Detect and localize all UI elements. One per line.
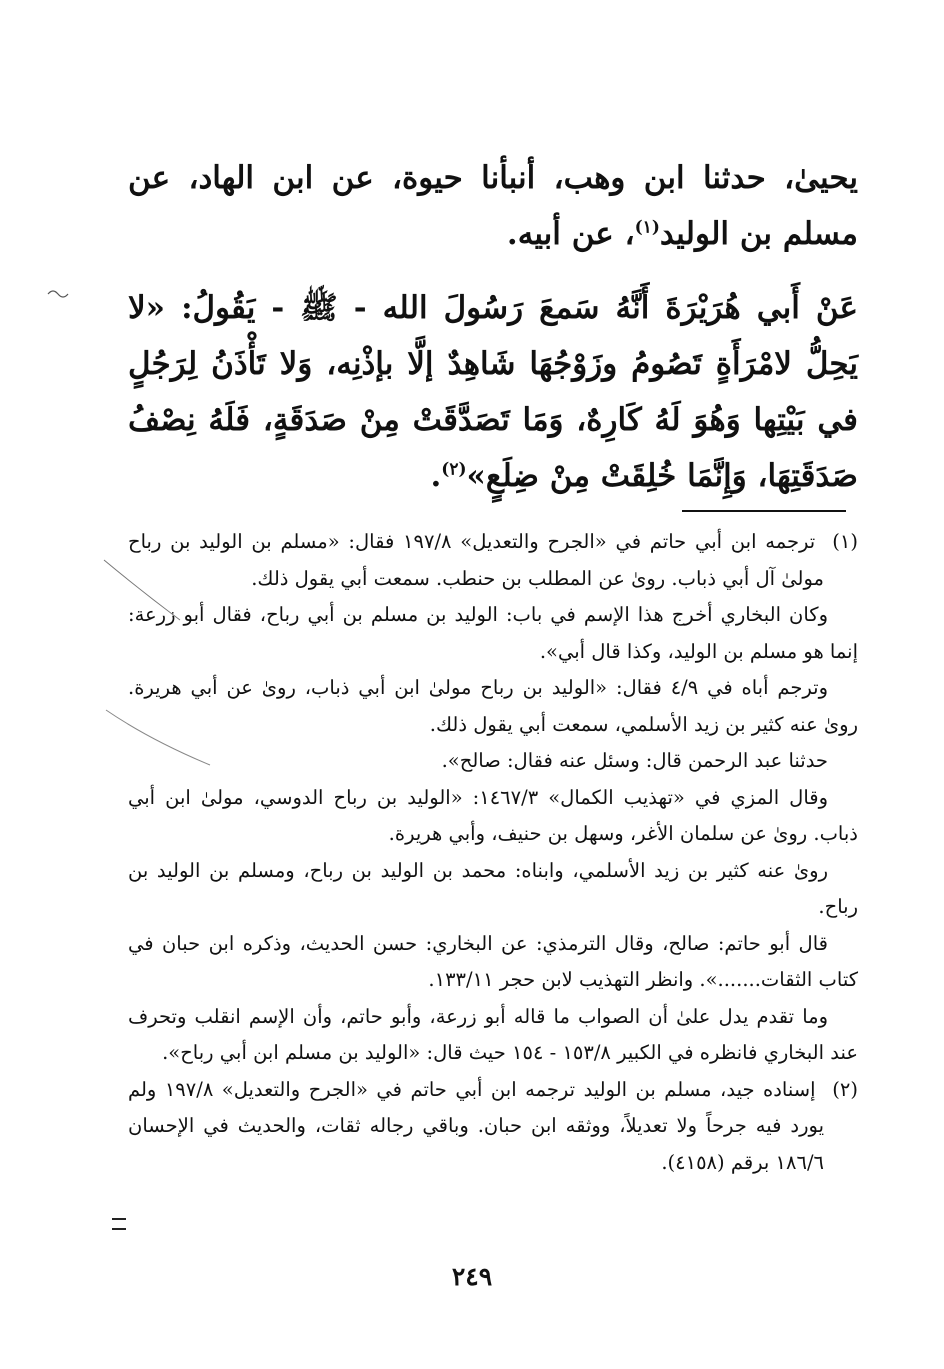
page-number: ٢٤٩ xyxy=(451,1262,493,1291)
footnote-1-number: (١) xyxy=(832,530,858,553)
footnote-1-para-3: وترجم أباه في ٤/٩ فقال: «الوليد بن رباح مولىٰ ابن أبي ذباب، روىٰ عن أبي هريرة. روىٰ عنه كثير بن زيد الأسلمي، سمعت أبي يقول ذلك. xyxy=(128,676,858,736)
footnote-2-number: (٢) xyxy=(832,1077,858,1101)
footnote-1-para-5: وقال المزي في «تهذيب الكمال» ١٤٦٧/٣: «الوليد بن رباح الدوسي، مولىٰ ابن أبي ذباب. روىٰ عن سلمان الأغر، وسهل بن حنيف، وأبي هريرة. xyxy=(128,785,858,845)
main-text xyxy=(128,150,858,504)
footnote-1-text: ترجمه ابن أبي حاتم في «الجرح والتعديل» ١٩٧/٨ فقال: «مسلم بن الوليد بن رباح مولىٰ آل أبي ذباب. روىٰ عن المطلب بن حنطب. سمعت أبي يقول ذلك. xyxy=(128,530,824,590)
margin-mark xyxy=(112,1218,126,1230)
footnote-ref-1: (١) xyxy=(634,217,660,238)
hadith-text: عَنْ أَبي هُرَيْرَةَ أَنَّهُ سَمعَ رَسُولَ الله - ﷺ - يَقُولُ: «لا يَحِلُّ لامْرَأَةٍ تَصُومُ وزَوْجُهَا شَاهِدٌ إلَّا بإذْنِه، وَلا تَأْذَنُ لِرَجُلٍ في بَيْتِها وَهُوَ لَهُ كَارِهٌ، وَمَا تَصَدَّقَتْ مِنْ صَدَقَةٍ، فَلَهُ نِصْفُ صَدَقَتِهَا، وَإِنَّمَا خُلِقَتْ مِنْ ضِلَعٍ» xyxy=(128,290,858,494)
footnote-1-para-6: روىٰ عنه كثير بن زيد الأسلمي، وابناه: محمد بن الوليد بن رباح، ومسلم بن الوليد بن رباح. xyxy=(128,858,858,918)
scan-speck xyxy=(40,280,80,310)
footnote-ref-2: (٢) xyxy=(441,459,467,480)
footnote-1-para-2: وكان البخاري أخرج هذا الإسم في باب: الوليد بن مسلم بن أبي رباح، فقال أبو زرعة: إنما هو مسلم بن الوليد، وكذا قال أبي». xyxy=(128,603,858,663)
footnotes xyxy=(128,524,858,1181)
footnote-1-para-8: وما تقدم يدل علىٰ أن الصواب ما قاله أبو زرعة، وأبو حاتم، وأن الإسم انقلب وتحرف عند البخاري فانظره في الكبير ١٥٣/٨ - ١٥٤ حيث قال: «الوليد بن مسلم ابن أبي رباح». xyxy=(128,1004,858,1064)
isnad-paragraph xyxy=(128,150,858,262)
footnote-1-para-7: قال أبو حاتم: صالح، وقال الترمذي: عن البخاري: حسن الحديث، وذكره ابن حبان في كتاب الثقات.......». وانظر التهذيب لابن حجر ١٣٣/١١. xyxy=(128,931,858,991)
footnote-1-para-4: حدثنا عبد الرحمن قال: وسئل عنه فقال: صالح». xyxy=(441,749,828,772)
footnote-separator xyxy=(682,510,846,512)
isnad-tail: ، عن أبيه. xyxy=(506,216,635,252)
footnote-2-text: إسناده جيد، مسلم بن الوليد ترجمه ابن أبي حاتم في «الجرح والتعديل» ١٩٧/٨ ولم يورد فيه جرحاً ولا تعديلاً، ووثقه ابن حبان. وباقي رجاله ثقات، والحديث في الإحسان ١٨٦/٦ برقم (٤١٥٨). xyxy=(128,1077,824,1174)
footnote-1-first xyxy=(128,524,858,597)
isnad-text: يحيىٰ، حدثنا ابن وهب، أنبأنا حيوة، عن ابن الهاد، عن مسلم بن الوليد xyxy=(128,160,858,252)
footnote-2 xyxy=(128,1072,858,1182)
hadith-paragraph xyxy=(128,280,858,504)
hadith-tail: . xyxy=(430,458,442,494)
